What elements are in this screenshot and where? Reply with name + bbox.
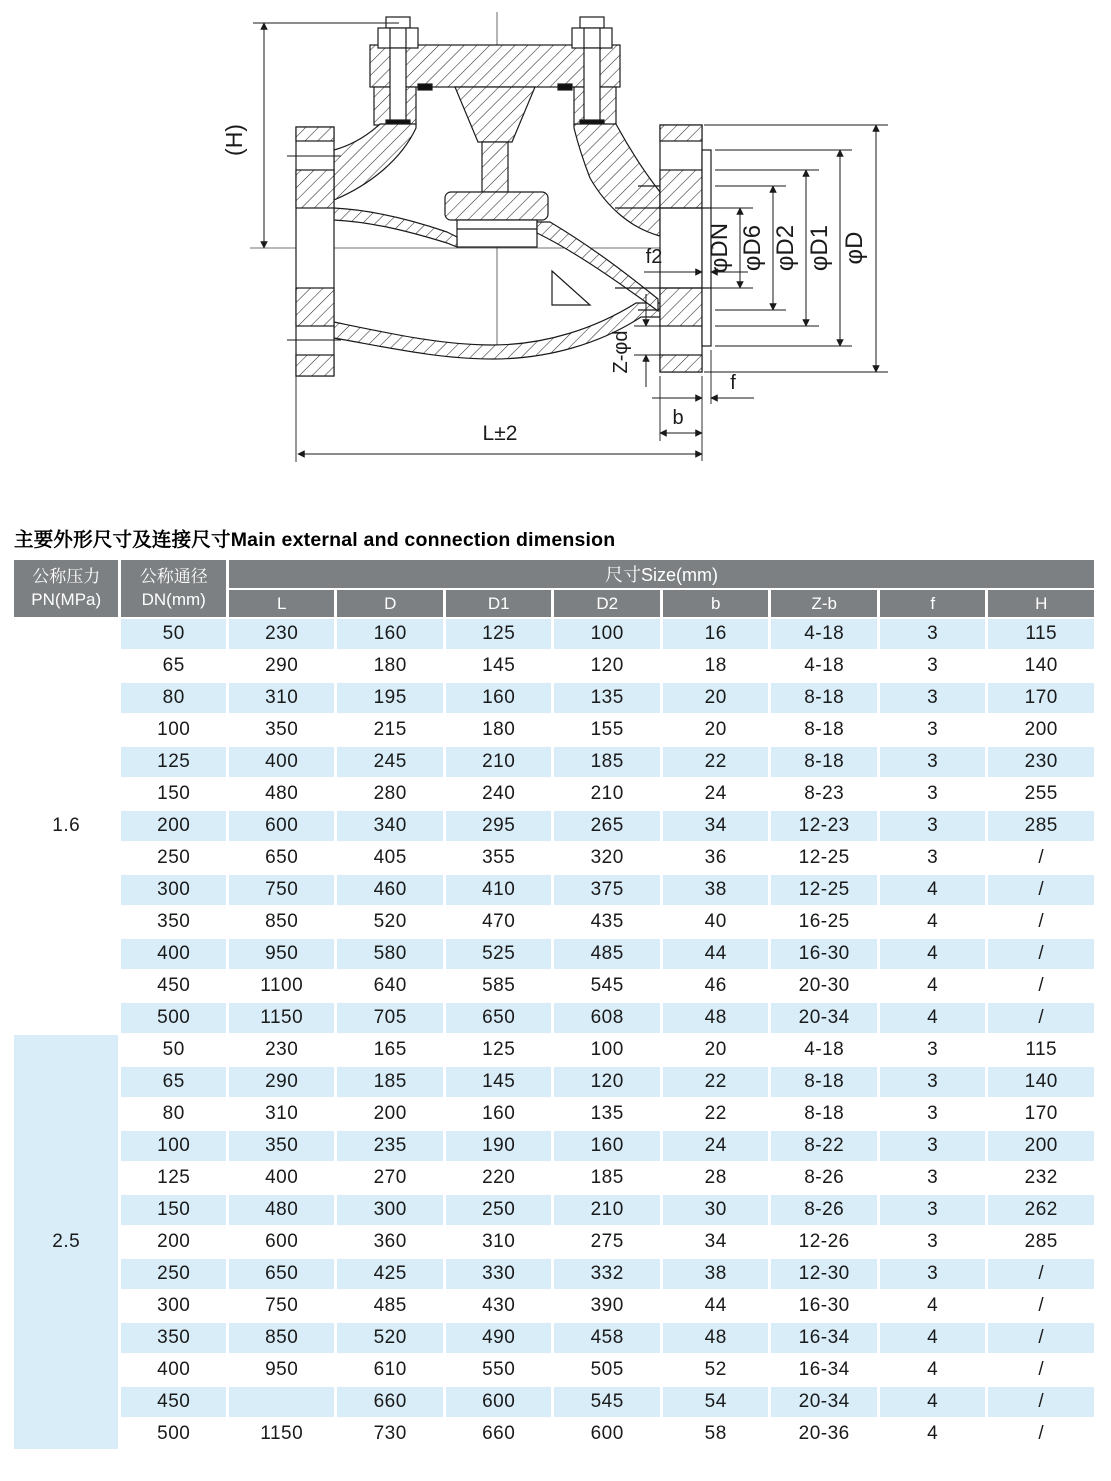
- dim-cell: 12-23: [771, 811, 877, 841]
- header-pn: [14, 560, 118, 617]
- table-row: [14, 1419, 1094, 1449]
- dim-cell: 8-22: [771, 1131, 877, 1161]
- dim-label-z-phi-d: Z-φd: [610, 330, 632, 374]
- dim-cell: 262: [988, 1195, 1094, 1225]
- dim-cell: 3: [880, 747, 986, 777]
- dim-cell: 8-18: [771, 1067, 877, 1097]
- dim-cell: 285: [988, 811, 1094, 841]
- header-dn: [121, 560, 225, 617]
- dim-cell: 490: [446, 1323, 552, 1353]
- dim-cell: 3: [880, 1195, 986, 1225]
- dim-cell: 705: [337, 1003, 443, 1033]
- dim-cell: 585: [446, 971, 552, 1001]
- check-valve-cross-section: [0, 0, 1111, 522]
- dim-cell: 120: [554, 651, 660, 681]
- dim-cell: 200: [988, 715, 1094, 745]
- dim-cell: 210: [446, 747, 552, 777]
- header-col-d: D: [337, 590, 443, 617]
- dim-cell: 660: [446, 1419, 552, 1449]
- dim-cell: /: [988, 1259, 1094, 1289]
- dim-cell: 3: [880, 683, 986, 713]
- dim-cell: 610: [337, 1355, 443, 1385]
- table-row: [14, 1003, 1094, 1033]
- dim-cell: 4: [880, 875, 986, 905]
- dim-cell: 950: [229, 939, 335, 969]
- dim-cell: 4: [880, 1291, 986, 1321]
- dim-cell: 12-30: [771, 1259, 877, 1289]
- dim-cell: 4: [880, 971, 986, 1001]
- dim-cell: 458: [554, 1323, 660, 1353]
- dim-cell: 170: [988, 683, 1094, 713]
- dim-cell: 3: [880, 1131, 986, 1161]
- header-col-l: L: [229, 590, 335, 617]
- dim-cell: 4: [880, 907, 986, 937]
- dim-cell: /: [988, 875, 1094, 905]
- dim-cell: 270: [337, 1163, 443, 1193]
- dim-cell: 16-25: [771, 907, 877, 937]
- dn-cell: 500: [121, 1419, 225, 1449]
- table-row: [14, 619, 1094, 649]
- dim-cell: 410: [446, 875, 552, 905]
- dim-cell: 240: [446, 779, 552, 809]
- dim-cell: 640: [337, 971, 443, 1001]
- dim-cell: 3: [880, 1099, 986, 1129]
- dim-cell: 3: [880, 651, 986, 681]
- dim-cell: 165: [337, 1035, 443, 1065]
- dn-cell: 450: [121, 1387, 225, 1417]
- dim-cell: 290: [229, 1067, 335, 1097]
- dim-cell: 300: [337, 1195, 443, 1225]
- dim-cell: 200: [988, 1131, 1094, 1161]
- dim-cell: 16-34: [771, 1355, 877, 1385]
- dim-cell: [229, 1387, 335, 1417]
- dim-cell: 375: [554, 875, 660, 905]
- dim-cell: /: [988, 843, 1094, 873]
- dim-cell: 310: [446, 1227, 552, 1257]
- dim-cell: 8-18: [771, 683, 877, 713]
- dim-cell: 8-18: [771, 747, 877, 777]
- dn-cell: 100: [121, 1131, 225, 1161]
- table-row: [14, 1131, 1094, 1161]
- dim-cell: 4: [880, 1419, 986, 1449]
- dim-cell: 160: [554, 1131, 660, 1161]
- dn-cell: 50: [121, 1035, 225, 1065]
- dim-cell: 4-18: [771, 619, 877, 649]
- dim-cell: 850: [229, 1323, 335, 1353]
- dim-cell: 100: [554, 1035, 660, 1065]
- dim-cell: 125: [446, 619, 552, 649]
- dim-cell: 20: [663, 1035, 769, 1065]
- table-row: [14, 811, 1094, 841]
- dim-cell: 525: [446, 939, 552, 969]
- dim-cell: 140: [988, 651, 1094, 681]
- dim-cell: 185: [554, 747, 660, 777]
- header-pn-en: PN(MPa): [31, 589, 102, 609]
- dim-cell: 180: [446, 715, 552, 745]
- dim-cell: 730: [337, 1419, 443, 1449]
- dn-cell: 250: [121, 843, 225, 873]
- table-row: [14, 907, 1094, 937]
- dim-cell: 332: [554, 1259, 660, 1289]
- valve-section-drawing: [0, 0, 1111, 522]
- header-dn-en: DN(mm): [141, 589, 206, 609]
- table-row: [14, 1067, 1094, 1097]
- dim-label-phi-d: φD: [841, 231, 868, 265]
- dim-cell: 8-26: [771, 1163, 877, 1193]
- dim-cell: 4: [880, 1323, 986, 1353]
- dim-cell: 1150: [229, 1419, 335, 1449]
- dim-cell: 265: [554, 811, 660, 841]
- dim-cell: 22: [663, 1099, 769, 1129]
- dim-cell: 195: [337, 683, 443, 713]
- dimension-table: [11, 558, 1097, 1451]
- dim-cell: 12-25: [771, 875, 877, 905]
- dim-cell: 4: [880, 1003, 986, 1033]
- dim-cell: 125: [446, 1035, 552, 1065]
- dim-cell: 54: [663, 1387, 769, 1417]
- header-dn-cn: 公称通径: [139, 566, 208, 586]
- dim-cell: 255: [988, 779, 1094, 809]
- dim-cell: 340: [337, 811, 443, 841]
- dim-cell: /: [988, 1003, 1094, 1033]
- dim-cell: 3: [880, 811, 986, 841]
- dim-cell: 485: [337, 1291, 443, 1321]
- dn-cell: 150: [121, 1195, 225, 1225]
- dim-cell: 430: [446, 1291, 552, 1321]
- dim-cell: 608: [554, 1003, 660, 1033]
- dim-cell: 545: [554, 971, 660, 1001]
- dim-cell: 20: [663, 715, 769, 745]
- dim-cell: 520: [337, 1323, 443, 1353]
- dim-cell: 850: [229, 907, 335, 937]
- dn-cell: 350: [121, 907, 225, 937]
- dim-cell: 310: [229, 683, 335, 713]
- dim-cell: 135: [554, 1099, 660, 1129]
- dim-cell: 600: [229, 811, 335, 841]
- dn-cell: 400: [121, 939, 225, 969]
- dim-cell: 24: [663, 779, 769, 809]
- dim-cell: 275: [554, 1227, 660, 1257]
- dn-cell: 65: [121, 651, 225, 681]
- dim-cell: 100: [554, 619, 660, 649]
- dim-cell: 30: [663, 1195, 769, 1225]
- dim-cell: 350: [229, 1131, 335, 1161]
- header-col-d1: D1: [446, 590, 552, 617]
- header-col-zb: Z-b: [771, 590, 877, 617]
- dim-cell: 505: [554, 1355, 660, 1385]
- dim-cell: 600: [554, 1419, 660, 1449]
- dim-cell: 310: [229, 1099, 335, 1129]
- header-col-h: H: [988, 590, 1094, 617]
- dim-cell: 20-34: [771, 1387, 877, 1417]
- dim-cell: 1100: [229, 971, 335, 1001]
- header-size-group: 尺寸Size(mm): [229, 560, 1094, 588]
- dim-cell: 350: [229, 715, 335, 745]
- dim-cell: 405: [337, 843, 443, 873]
- dim-cell: 4-18: [771, 1035, 877, 1065]
- dim-cell: 16-30: [771, 939, 877, 969]
- dim-cell: 24: [663, 1131, 769, 1161]
- dim-cell: 185: [554, 1163, 660, 1193]
- dim-cell: /: [988, 1419, 1094, 1449]
- table-row: [14, 1355, 1094, 1385]
- dim-cell: 12-26: [771, 1227, 877, 1257]
- dim-cell: 425: [337, 1259, 443, 1289]
- table-row: [14, 939, 1094, 969]
- dim-cell: /: [988, 907, 1094, 937]
- dim-cell: 46: [663, 971, 769, 1001]
- dim-cell: 8-23: [771, 779, 877, 809]
- dim-cell: 40: [663, 907, 769, 937]
- dim-cell: 44: [663, 939, 769, 969]
- dim-cell: 12-25: [771, 843, 877, 873]
- dim-cell: 28: [663, 1163, 769, 1193]
- pn-value-cell: 1.6: [14, 619, 118, 1033]
- dim-cell: 20: [663, 683, 769, 713]
- header-row-top: [14, 560, 1094, 588]
- dim-cell: 16: [663, 619, 769, 649]
- dim-cell: 8-18: [771, 715, 877, 745]
- dim-cell: 3: [880, 1259, 986, 1289]
- dim-cell: 210: [554, 779, 660, 809]
- dim-cell: 650: [229, 1259, 335, 1289]
- dim-cell: 330: [446, 1259, 552, 1289]
- dim-cell: 115: [988, 1035, 1094, 1065]
- dim-cell: 3: [880, 843, 986, 873]
- table-row: [14, 1035, 1094, 1065]
- dim-cell: 160: [337, 619, 443, 649]
- dn-cell: 250: [121, 1259, 225, 1289]
- dim-label-phi-d2: φD2: [772, 224, 799, 272]
- table-row: [14, 843, 1094, 873]
- header-col-f: f: [880, 590, 986, 617]
- dim-cell: 120: [554, 1067, 660, 1097]
- table-row: [14, 1195, 1094, 1225]
- dim-cell: 38: [663, 875, 769, 905]
- dim-cell: 520: [337, 907, 443, 937]
- table-row: [14, 683, 1094, 713]
- dim-cell: 20-34: [771, 1003, 877, 1033]
- dn-cell: 450: [121, 971, 225, 1001]
- dim-cell: 3: [880, 1163, 986, 1193]
- dim-cell: 36: [663, 843, 769, 873]
- dim-cell: /: [988, 1323, 1094, 1353]
- table-row: [14, 1163, 1094, 1193]
- table-row: [14, 779, 1094, 809]
- table-row: [14, 971, 1094, 1001]
- dn-cell: 100: [121, 715, 225, 745]
- dim-cell: 295: [446, 811, 552, 841]
- dim-cell: 145: [446, 1067, 552, 1097]
- dim-label-f: f: [730, 372, 736, 394]
- dim-cell: 600: [229, 1227, 335, 1257]
- dim-cell: 20-30: [771, 971, 877, 1001]
- dim-cell: 400: [229, 1163, 335, 1193]
- dim-cell: 34: [663, 811, 769, 841]
- dim-cell: 290: [229, 651, 335, 681]
- dim-cell: 140: [988, 1067, 1094, 1097]
- dim-cell: 545: [554, 1387, 660, 1417]
- dim-cell: /: [988, 939, 1094, 969]
- dim-cell: 160: [446, 1099, 552, 1129]
- dim-label-phi-dn: φDN: [706, 222, 733, 274]
- dim-cell: 485: [554, 939, 660, 969]
- dim-cell: 750: [229, 1291, 335, 1321]
- table-row: [14, 1387, 1094, 1417]
- dn-cell: 300: [121, 1291, 225, 1321]
- dim-cell: 180: [337, 651, 443, 681]
- table-row: [14, 1259, 1094, 1289]
- dim-cell: 470: [446, 907, 552, 937]
- dn-cell: 150: [121, 779, 225, 809]
- dim-label-phi-d1: φD1: [806, 224, 833, 272]
- table-row: [14, 1323, 1094, 1353]
- dim-cell: /: [988, 1355, 1094, 1385]
- dim-cell: 135: [554, 683, 660, 713]
- dim-cell: 660: [337, 1387, 443, 1417]
- dim-cell: 16-34: [771, 1323, 877, 1353]
- dim-cell: 145: [446, 651, 552, 681]
- dim-label-phi-d6: φD6: [739, 224, 766, 272]
- dn-cell: 125: [121, 1163, 225, 1193]
- dim-cell: 4-18: [771, 651, 877, 681]
- dim-cell: 480: [229, 779, 335, 809]
- dim-cell: 220: [446, 1163, 552, 1193]
- dim-cell: 22: [663, 747, 769, 777]
- dim-cell: 44: [663, 1291, 769, 1321]
- dim-cell: 8-18: [771, 1099, 877, 1129]
- dn-cell: 80: [121, 683, 225, 713]
- dim-label-b: b: [672, 407, 684, 429]
- dim-cell: 360: [337, 1227, 443, 1257]
- dim-cell: 48: [663, 1323, 769, 1353]
- dim-cell: 4: [880, 939, 986, 969]
- dim-cell: /: [988, 1387, 1094, 1417]
- dim-cell: 650: [446, 1003, 552, 1033]
- dim-cell: 4: [880, 1387, 986, 1417]
- dim-cell: 580: [337, 939, 443, 969]
- dim-cell: 750: [229, 875, 335, 905]
- dn-cell: 125: [121, 747, 225, 777]
- dim-cell: 34: [663, 1227, 769, 1257]
- dn-cell: 200: [121, 811, 225, 841]
- dim-cell: 250: [446, 1195, 552, 1225]
- dim-cell: 390: [554, 1291, 660, 1321]
- dim-cell: 4: [880, 1355, 986, 1385]
- dim-cell: 600: [446, 1387, 552, 1417]
- table-row: [14, 1099, 1094, 1129]
- dim-cell: 3: [880, 1067, 986, 1097]
- dim-cell: 185: [337, 1067, 443, 1097]
- dim-cell: 235: [337, 1131, 443, 1161]
- dim-cell: /: [988, 971, 1094, 1001]
- table-row: [14, 1227, 1094, 1257]
- dim-cell: 480: [229, 1195, 335, 1225]
- dn-cell: 65: [121, 1067, 225, 1097]
- dim-cell: 650: [229, 843, 335, 873]
- header-col-b: b: [663, 590, 769, 617]
- dim-cell: 155: [554, 715, 660, 745]
- dim-cell: 230: [988, 747, 1094, 777]
- table-row: [14, 1291, 1094, 1321]
- dim-cell: 1150: [229, 1003, 335, 1033]
- dim-cell: 8-26: [771, 1195, 877, 1225]
- dim-label-f2: f2: [645, 246, 663, 268]
- dim-cell: 38: [663, 1259, 769, 1289]
- dim-cell: 280: [337, 779, 443, 809]
- pn-value-cell: 2.5: [14, 1035, 118, 1449]
- dim-cell: 48: [663, 1003, 769, 1033]
- dim-cell: 52: [663, 1355, 769, 1385]
- dn-cell: 80: [121, 1099, 225, 1129]
- left-flange: [287, 127, 341, 462]
- dim-cell: /: [988, 1291, 1094, 1321]
- valve-internals: [445, 87, 548, 247]
- dim-cell: 58: [663, 1419, 769, 1449]
- dim-cell: 170: [988, 1099, 1094, 1129]
- dim-cell: 215: [337, 715, 443, 745]
- dim-cell: 230: [229, 619, 335, 649]
- dim-cell: 400: [229, 747, 335, 777]
- dn-cell: 350: [121, 1323, 225, 1353]
- table-body: [14, 619, 1094, 1449]
- table-row: [14, 651, 1094, 681]
- dn-cell: 50: [121, 619, 225, 649]
- dn-cell: 500: [121, 1003, 225, 1033]
- dim-cell: 200: [337, 1099, 443, 1129]
- dim-cell: 3: [880, 779, 986, 809]
- dim-label-length: L±2: [482, 422, 518, 445]
- dim-cell: 18: [663, 651, 769, 681]
- header-col-d2: D2: [554, 590, 660, 617]
- dim-cell: 232: [988, 1163, 1094, 1193]
- dn-cell: 300: [121, 875, 225, 905]
- dim-cell: 460: [337, 875, 443, 905]
- dim-cell: 3: [880, 1227, 986, 1257]
- dim-cell: 550: [446, 1355, 552, 1385]
- table-row: [14, 747, 1094, 777]
- dim-cell: 115: [988, 619, 1094, 649]
- dn-cell: 200: [121, 1227, 225, 1257]
- dim-cell: 22: [663, 1067, 769, 1097]
- dim-cell: 16-30: [771, 1291, 877, 1321]
- dim-cell: 160: [446, 683, 552, 713]
- dim-cell: 20-36: [771, 1419, 877, 1449]
- dim-cell: 245: [337, 747, 443, 777]
- dim-cell: 3: [880, 715, 986, 745]
- dim-cell: 190: [446, 1131, 552, 1161]
- dim-cell: 210: [554, 1195, 660, 1225]
- dim-cell: 320: [554, 843, 660, 873]
- dim-cell: 3: [880, 1035, 986, 1065]
- page-title: 主要外形尺寸及连接尺寸Main external and connection dimension: [14, 529, 616, 551]
- dim-cell: 950: [229, 1355, 335, 1385]
- dim-cell: 3: [880, 619, 986, 649]
- dim-cell: 435: [554, 907, 660, 937]
- dim-cell: 355: [446, 843, 552, 873]
- dim-cell: 230: [229, 1035, 335, 1065]
- dn-cell: 400: [121, 1355, 225, 1385]
- dim-label-height: (H): [221, 124, 247, 156]
- dim-cell: 285: [988, 1227, 1094, 1257]
- table-row: [14, 715, 1094, 745]
- header-pn-cn: 公称压力: [32, 566, 101, 586]
- table-row: [14, 875, 1094, 905]
